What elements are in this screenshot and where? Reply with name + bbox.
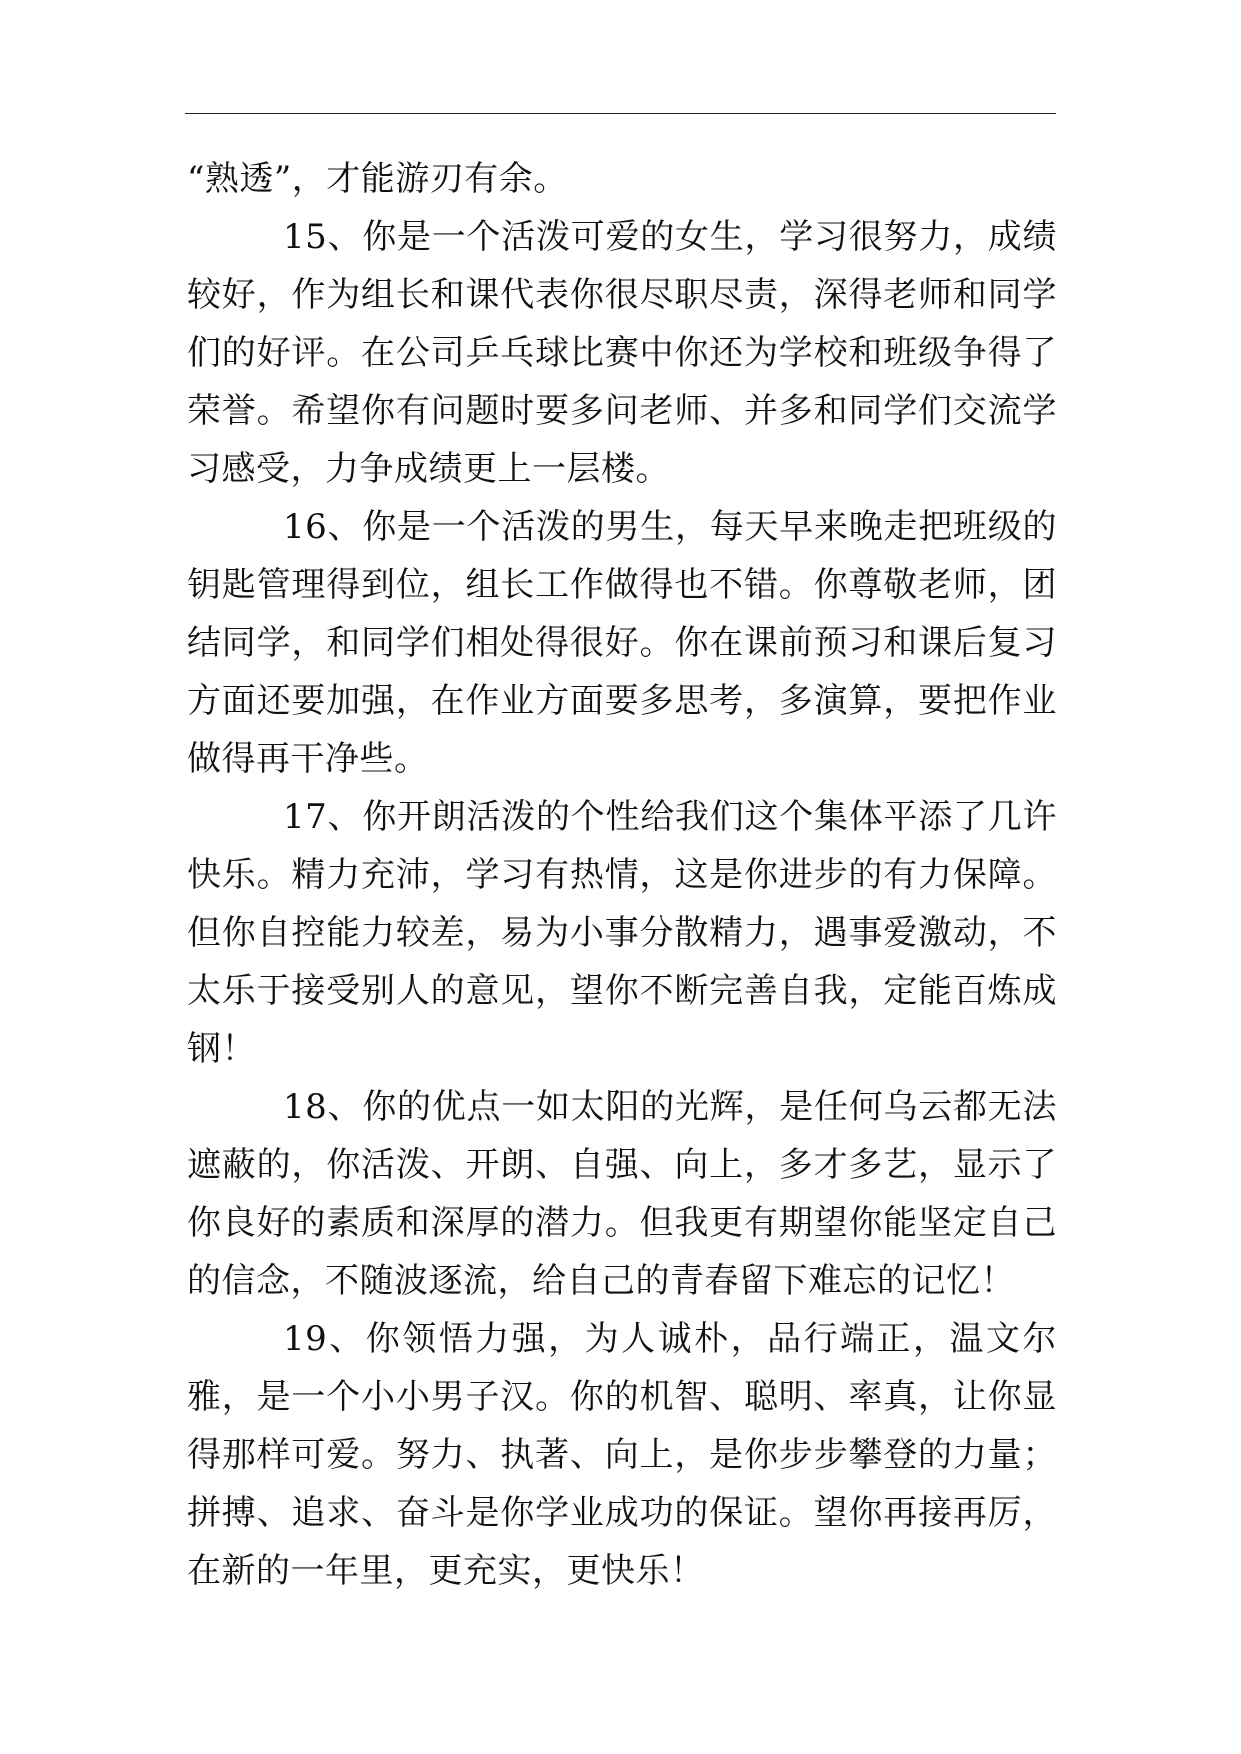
paragraph-comment-18: 18、你的优点一如太阳的光辉，是任何乌云都无法遮蔽的，你活泼、开朗、自强、向上，多才多艺，显示了你良好的素质和深厚的潜力。但我更有期望你能坚定自己的信念，不随波逐流，给自己的青春留下难忘的记忆！ [187, 1087, 1057, 1301]
paragraph-comment-16: 16、你是一个活泼的男生，每天早来晚走把班级的钥匙管理得到位，组长工作做得也不错。你尊敬老师，团结同学，和同学们相处得很好。你在课前预习和课后复习方面还要加强，在作业方面要多思考，多演算，要把作业做得再干净些。 [187, 507, 1057, 779]
header-rule [185, 113, 1056, 114]
paragraph-comment-19: 19、你领悟力强，为人诚朴，品行端正，温文尔雅，是一个小小男子汉。你的机智、聪明、率真，让你显得那样可爱。努力、执著、向上，是你步步攀登的力量；拼搏、追求、奋斗是你学业成功的保证。望你再接再厉，在新的一年里，更充实，更快乐！ [187, 1319, 1057, 1591]
paragraph-comment-17: 17、你开朗活泼的个性给我们这个集体平添了几许快乐。精力充沛，学习有热情，这是你进步的有力保障。但你自控能力较差，易为小事分散精力，遇事爱激动，不太乐于接受别人的意见，望你不断完善自我，定能百炼成钢！ [187, 797, 1057, 1069]
paragraph-continuation: “熟透”，才能游刃有余。 [187, 159, 568, 199]
paragraph-comment-15: 15、你是一个活泼可爱的女生，学习很努力，成绩较好，作为组长和课代表你很尽职尽责，深得老师和同学们的好评。在公司乒乓球比赛中你还为学校和班级争得了荣誉。希望你有问题时要多问老师、并多和同学们交流学习感受，力争成绩更上一层楼。 [187, 217, 1057, 489]
document-body [187, 150, 1057, 1600]
